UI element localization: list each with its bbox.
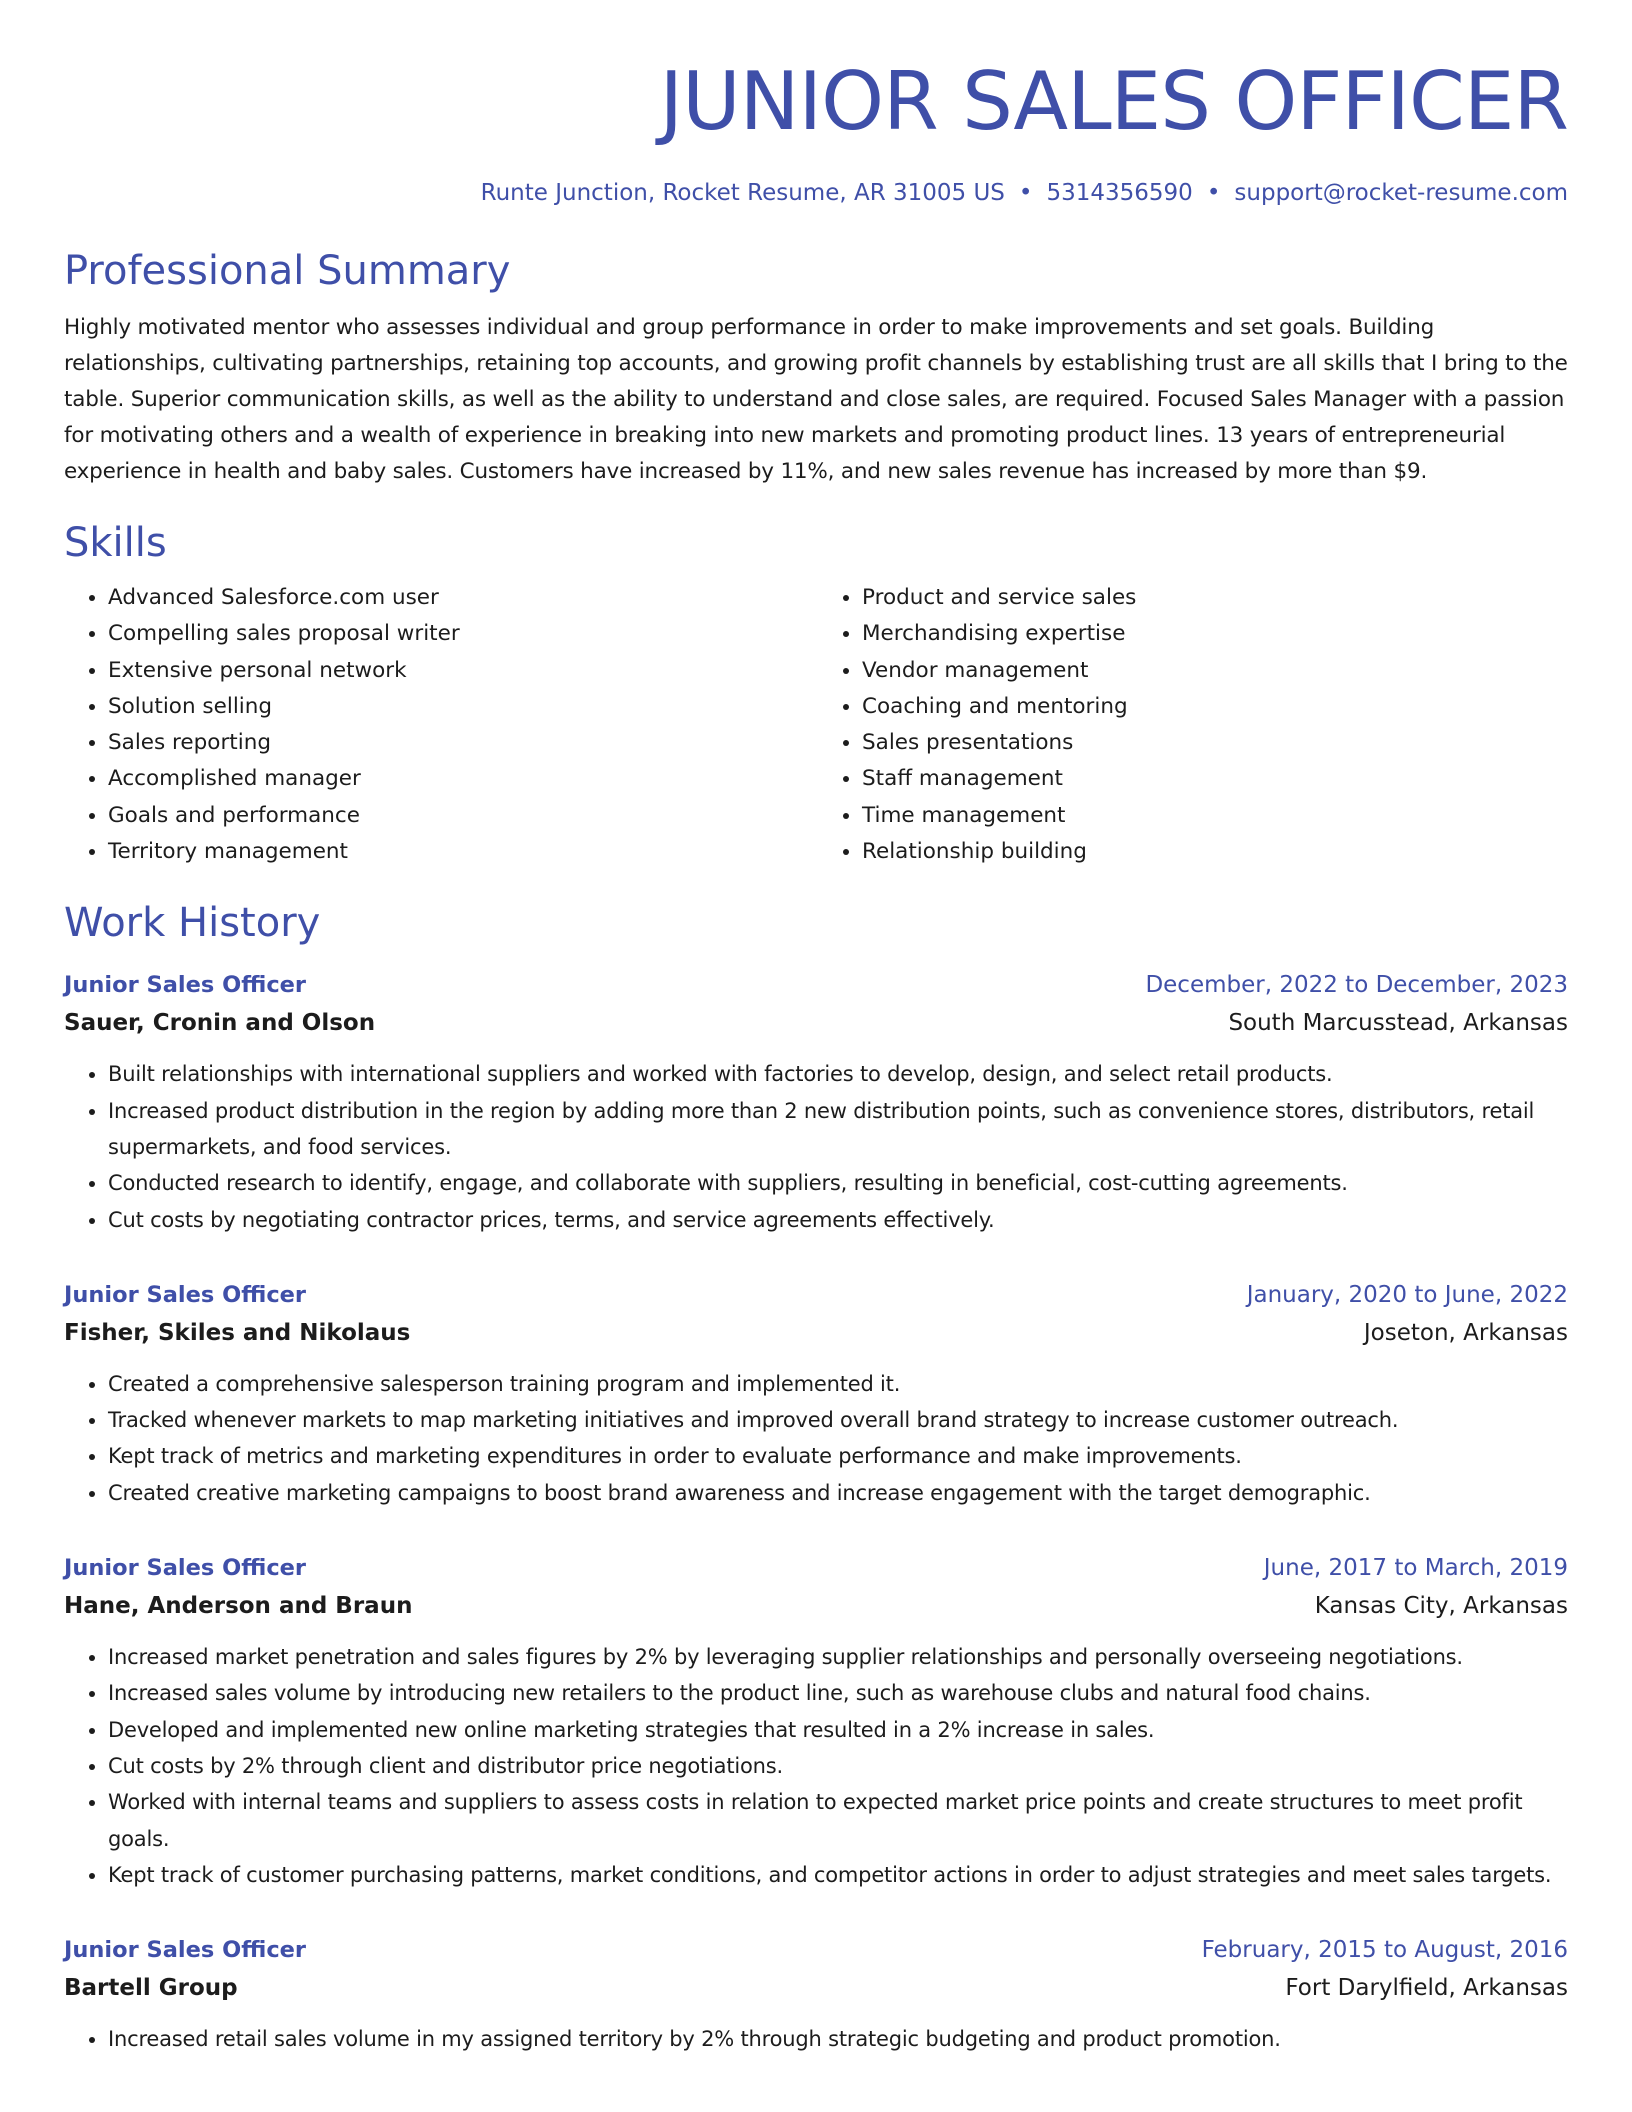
skills-grid <box>64 580 1568 870</box>
job-bullet: • Tracked whenever markets to map marketing initiatives and improved overall brand strategy to increase customer outreach. <box>108 1402 1568 1438</box>
job-header <box>64 1549 1568 1587</box>
job-bullet: • Cut costs by 2% through client and distributor price negotiations. <box>108 1748 1568 1784</box>
job-dates: June, 2017 to March, 2019 <box>1263 1555 1568 1582</box>
skill-item: • Compelling sales proposal writer <box>108 616 814 652</box>
job-company: Fisher, Skiles and Nikolaus <box>64 1319 411 1346</box>
job-bullet: • Cut costs by negotiating contractor prices, terms, and service agreements effectively. <box>108 1202 1568 1238</box>
work-history-heading: Work History <box>64 900 321 947</box>
skills-list-right <box>814 580 1568 870</box>
job-entry <box>64 1276 1568 1511</box>
job-entry <box>64 966 1568 1237</box>
skill-item: • Advanced Salesforce.com user <box>108 580 814 616</box>
job-location: South Marcusstead, Arkansas <box>1228 1010 1568 1037</box>
job-header <box>64 966 1568 1004</box>
skill-item: • Merchandising expertise <box>862 616 1568 652</box>
job-entry <box>64 1931 1568 2057</box>
job-title: Junior Sales Officer <box>64 1281 307 1308</box>
job-subheader <box>64 1004 1568 1042</box>
job-company: Bartell Group <box>64 1975 238 2002</box>
skills-list-left <box>64 580 814 870</box>
skill-item: • Staff management <box>862 761 1568 797</box>
job-bullet: • Kept track of customer purchasing patterns, market conditions, and competitor actions in order to adjust strategies and meet sales targets. <box>108 1857 1568 1893</box>
summary-heading: Professional Summary <box>64 248 511 294</box>
skill-item: • Territory management <box>108 834 814 870</box>
job-header <box>64 1276 1568 1314</box>
contact-line <box>64 178 1568 208</box>
job-bullet: • Worked with internal teams and suppliers to assess costs in relation to expected market price points and create structures to meet profit goals. <box>108 1784 1568 1857</box>
job-title: Junior Sales Officer <box>64 1937 307 1964</box>
job-header <box>64 1931 1568 1969</box>
skill-item: • Relationship building <box>862 834 1568 870</box>
skill-item: • Sales presentations <box>862 725 1568 761</box>
skill-item: • Time management <box>862 798 1568 834</box>
job-title: Junior Sales Officer <box>64 972 307 999</box>
job-dates: December, 2022 to December, 2023 <box>1145 972 1568 999</box>
job-bullets <box>64 1056 1568 1237</box>
contact-address: Runte Junction, Rocket Resume, AR 31005 US <box>480 180 1005 206</box>
job-subheader <box>64 1969 1568 2007</box>
job-company: Hane, Anderson and Braun <box>64 1593 413 1620</box>
job-bullet: • Conducted research to identify, engage, and collaborate with suppliers, resulting in beneficial, cost-cutting agreements. <box>108 1165 1568 1201</box>
skill-item: • Sales reporting <box>108 725 814 761</box>
job-bullets <box>64 1366 1568 1511</box>
contact-separator: • <box>1206 180 1221 206</box>
candidate-name: JUNIOR SALES OFFICER <box>659 55 1568 148</box>
contact-email[interactable]: support@rocket-resume.com <box>1234 180 1568 206</box>
job-bullet: • Increased retail sales volume in my assigned territory by 2% through strategic budgeting and product promotion. <box>108 2021 1568 2057</box>
skill-item: • Vendor management <box>862 653 1568 689</box>
job-location: Joseton, Arkansas <box>1363 1319 1568 1346</box>
job-bullet: • Created creative marketing campaigns to boost brand awareness and increase engagement with the target demographic. <box>108 1475 1568 1511</box>
job-subheader <box>64 1587 1568 1625</box>
skills-heading: Skills <box>64 520 167 566</box>
summary-text: Highly motivated mentor who assesses individual and group performance in order to make improvements and set goals. Building relationships, cultivating partnerships, retaining top accounts, and growing profit channels by establishing trust are all skills that I bring to the table. Superior communication skills, as well as the ability to understand and close sales, are required. Focused Sales Manager with a passion for motivating others and a wealth of experience in breaking into new markets and promoting product lines. 13 years of entrepreneurial experience in health and baby sales. Customers have increased by 11%, and new sales revenue has increased by more than $9. <box>64 315 1568 484</box>
job-bullet: • Developed and implemented new online marketing strategies that resulted in a 2% increase in sales. <box>108 1712 1568 1748</box>
job-bullet: • Kept track of metrics and marketing expenditures in order to evaluate performance and make improvements. <box>108 1438 1568 1474</box>
job-bullet: • Increased market penetration and sales figures by 2% by leveraging supplier relationships and personally overseeing negotiations. <box>108 1639 1568 1675</box>
skill-item: • Coaching and mentoring <box>862 689 1568 725</box>
skill-item: • Solution selling <box>108 689 814 725</box>
job-bullet: • Built relationships with international suppliers and worked with factories to develop, design, and select retail products. <box>108 1056 1568 1092</box>
job-bullets <box>64 2021 1568 2057</box>
job-company: Sauer, Cronin and Olson <box>64 1010 376 1037</box>
job-bullet: • Increased sales volume by introducing new retailers to the product line, such as warehouse clubs and natural food chains. <box>108 1675 1568 1711</box>
job-bullets <box>64 1639 1568 1893</box>
contact-separator: • <box>1018 180 1033 206</box>
job-subheader <box>64 1314 1568 1352</box>
job-bullet: • Created a comprehensive salesperson training program and implemented it. <box>108 1366 1568 1402</box>
job-dates: January, 2020 to June, 2022 <box>1246 1281 1568 1308</box>
job-title: Junior Sales Officer <box>64 1555 307 1582</box>
job-dates: February, 2015 to August, 2016 <box>1201 1937 1568 1964</box>
job-entry <box>64 1549 1568 1893</box>
job-bullet: • Increased product distribution in the region by adding more than 2 new distribution points, such as convenience stores, distributors, retail supermarkets, and food services. <box>108 1093 1568 1166</box>
skill-item: • Extensive personal network <box>108 653 814 689</box>
skill-item: • Goals and performance <box>108 798 814 834</box>
job-location: Fort Darylfield, Arkansas <box>1285 1975 1568 2002</box>
job-location: Kansas City, Arkansas <box>1314 1593 1568 1620</box>
contact-phone: 5314356590 <box>1046 180 1193 206</box>
skill-item: • Accomplished manager <box>108 761 814 797</box>
skill-item: • Product and service sales <box>862 580 1568 616</box>
